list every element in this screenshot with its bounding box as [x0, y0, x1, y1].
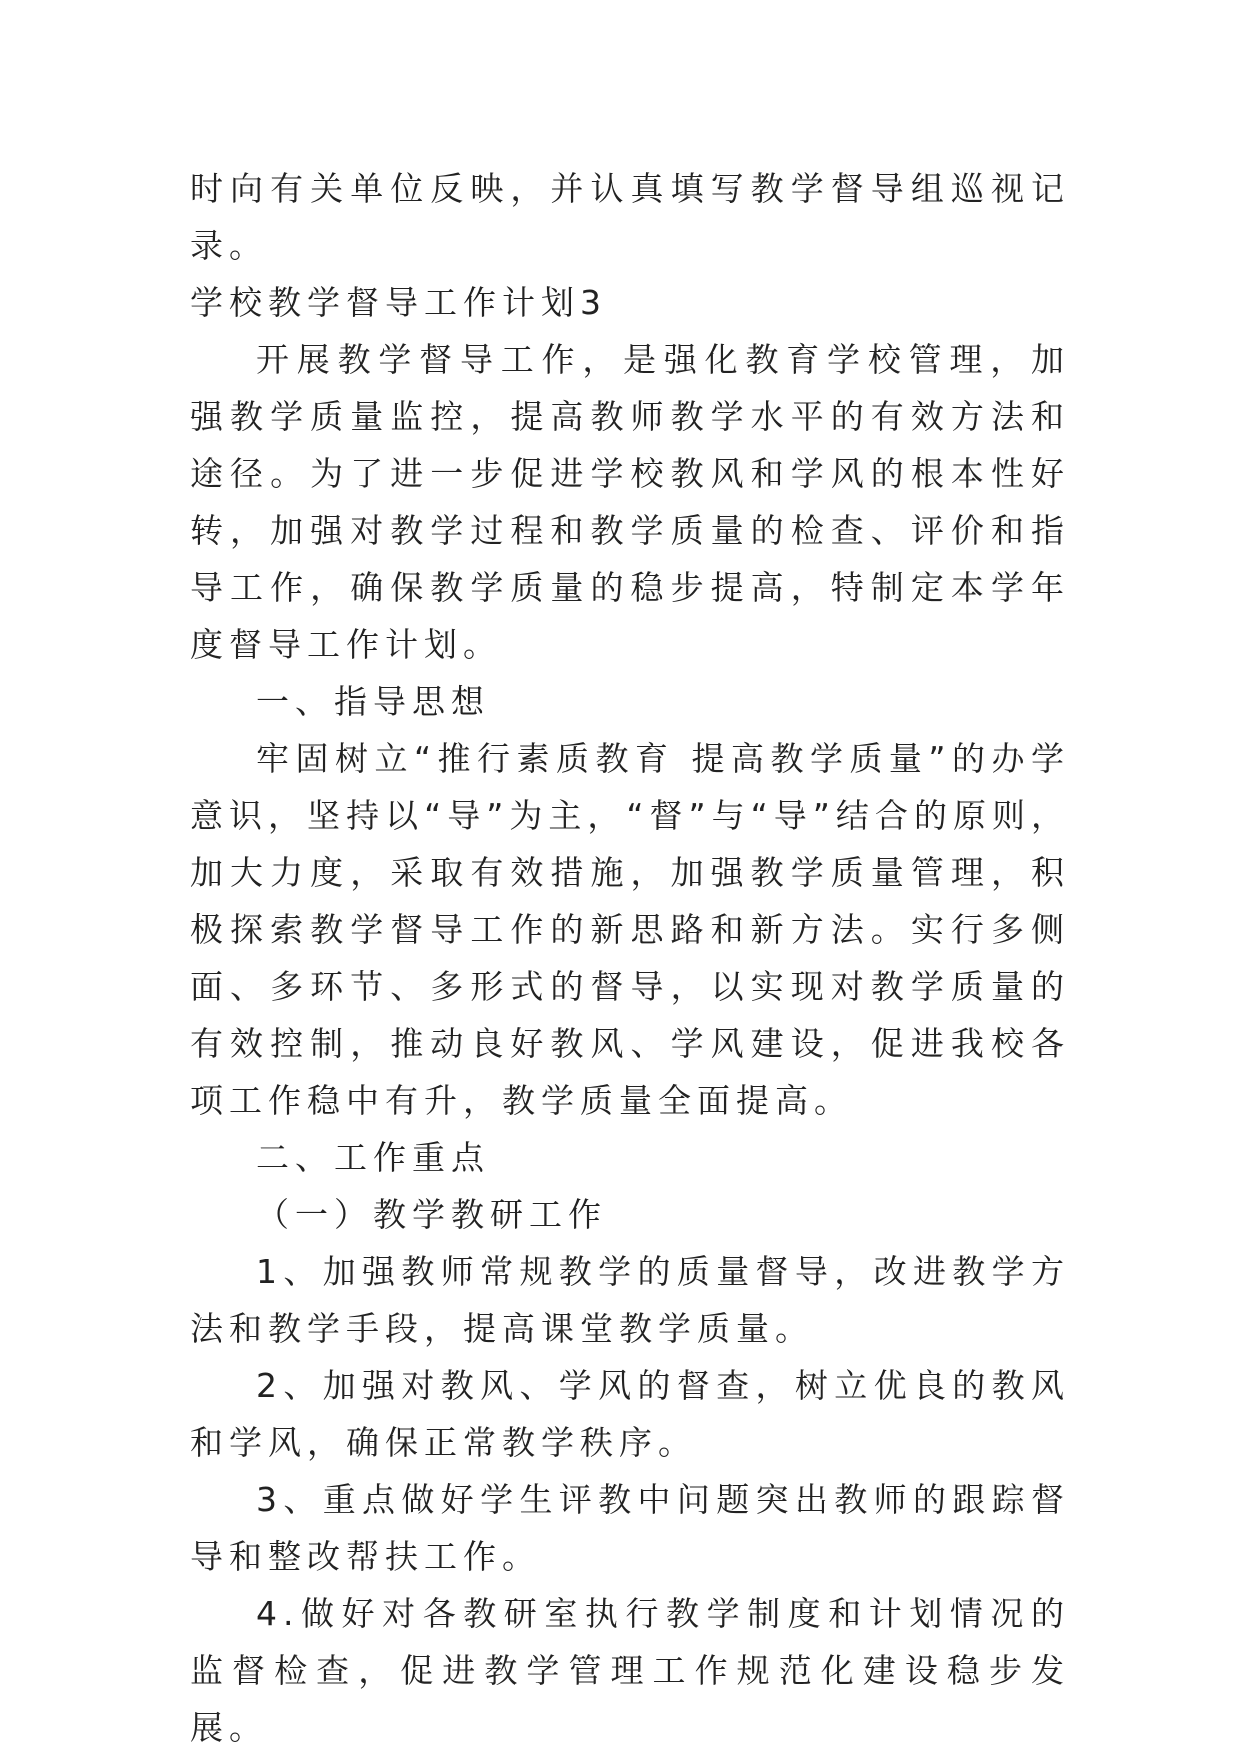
section-title: 学校教学督导工作计划3 [190, 283, 607, 322]
document-body [190, 160, 1070, 1756]
list-item-3: 3、重点做好学生评教中问题突出教师的跟踪督导和整改帮扶工作。 [190, 1480, 1070, 1576]
heading-guiding-thought: 一、指导思想 [256, 682, 490, 721]
subheading-teaching-research: （一）教学教研工作 [256, 1195, 607, 1234]
paragraph-continuation: 时向有关单位反映，并认真填写教学督导组巡视记录。 [190, 169, 1070, 265]
paragraph-guiding-thought: 牢固树立“推行素质教育 提高教学质量”的办学意识，坚持以“导”为主，“督”与“导”结合的原则，加大力度，采取有效措施，加强教学质量管理，积极探索教学督导工作的新思路和新方法。实行多侧面、多环节、多形式的督导，以实现对教学质量的有效控制，推动良好教风、学风建设，促进我校各项工作稳中有升，教学质量全面提高。 [190, 739, 1070, 1120]
list-item-4: 4.做好对各教研室执行教学制度和计划情况的监督检查，促进教学管理工作规范化建设稳步发展。 [190, 1594, 1070, 1747]
list-item-1: 1、加强教师常规教学的质量督导，改进教学方法和教学手段，提高课堂教学质量。 [190, 1252, 1070, 1348]
list-item-2: 2、加强对教风、学风的督查，树立优良的教风和学风，确保正常教学秩序。 [190, 1366, 1070, 1462]
paragraph-intro: 开展教学督导工作，是强化教育学校管理，加强教学质量监控，提高教师教学水平的有效方法和途径。为了进一步促进学校教风和学风的根本性好转，加强对教学过程和教学质量的检查、评价和指导工作，确保教学质量的稳步提高，特制定本学年度督导工作计划。 [190, 340, 1070, 664]
heading-work-focus: 二、工作重点 [256, 1138, 490, 1177]
